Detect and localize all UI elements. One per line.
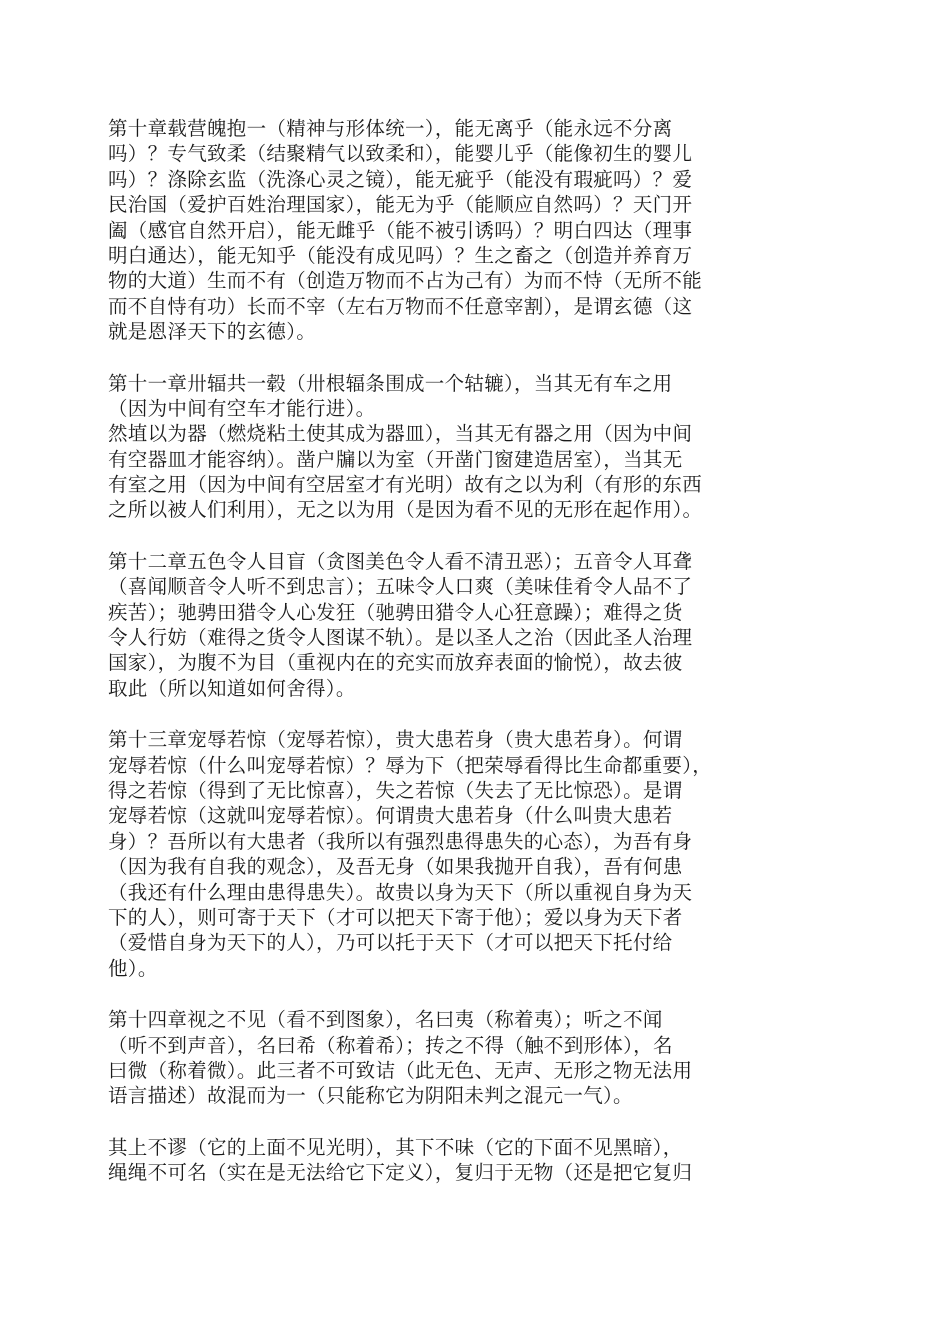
text-line: 国家），为腹不为目（重视内在的充实而放弃表面的愉悦），故去彼 (108, 651, 683, 675)
text-line: （因为我有自我的观念），及吾无身（如果我抛开自我），吾有何患 (108, 855, 683, 879)
text-line: 宠辱若惊（这就叫宠辱若惊）。何谓贵大患若身（什么叫贵大患若 (108, 804, 673, 828)
text-line: （因为中间有空车才能行进）。 (108, 396, 376, 420)
text-line: （听不到声音），名曰希（称着希）；抟之不得（触不到形体），名 (108, 1033, 673, 1057)
text-line: 有空器皿才能容纳）。凿户牖以为室（开凿门窗建造居室），当其无 (108, 447, 683, 471)
paragraph-chapter-13 (108, 727, 728, 981)
text-line: 阖（感官自然开启），能无雌乎（能不被引诱吗）？明白四达（理事 (108, 218, 693, 242)
text-line: 他）。 (108, 956, 158, 980)
text-line: 曰微（称着微）。此三者不可致诘（此无色、无声、无形之物无法用 (108, 1058, 693, 1082)
text-line: （喜闻顺音令人听不到忠言）；五味令人口爽（美味佳肴令人品不了 (108, 575, 693, 599)
text-line: 之所以被人们利用），无之以为用（是因为看不见的无形在起作用）。 (108, 498, 703, 522)
text-line: 其上不谬（它的上面不见光明），其下不味（它的下面不见黑暗）， (108, 1135, 683, 1159)
text-line: 第十四章视之不见（看不到图象），名曰夷（称着夷）；听之不闻 (108, 1008, 663, 1032)
text-line: 身）？吾所以有大患者（我所以有强烈患得患失的心态），为吾有身 (108, 829, 693, 853)
text-line: （我还有什么理由患得患失）。故贵以身为天下（所以重视自身为天 (108, 880, 693, 904)
text-line: 语言描述）故混而为一（只能称它为阴阳未判之混元一气）。 (108, 1084, 633, 1108)
text-line: 得之若惊（得到了无比惊喜），失之若惊（失去了无比惊恐）。是谓 (108, 778, 683, 802)
text-line: 然埴以为器（燃烧粘土使其成为器皿），当其无有器之用（因为中间 (108, 422, 693, 446)
text-line: 第十章载营魄抱一（精神与形体统一），能无离乎（能永远不分离 (108, 117, 673, 140)
document-body (108, 116, 728, 1211)
text-line: 就是恩泽天下的玄德）。 (108, 320, 317, 344)
text-line: 令人行妨（难得之货令人图谋不轨）。是以圣人之治（因此圣人治理 (108, 626, 693, 650)
paragraph-chapter-11 (108, 371, 728, 523)
text-line: 宠辱若惊（什么叫宠辱若惊）？辱为下（把荣辱看得比生命都重要）， (108, 753, 713, 777)
paragraph-chapter-12 (108, 549, 728, 701)
text-line: （爱惜自身为天下的人），乃可以托于天下（才可以把天下托付给 (108, 931, 673, 955)
text-line: 第十一章卅辐共一毂（卅根辐条围成一个轱辘），当其无有车之用 (108, 371, 673, 395)
text-line: 物的大道）生而不有（创造万物而不占为己有）为而不恃（无所不能 (108, 269, 703, 293)
text-line: 下的人），则可寄于天下（才可以把天下寄于他）；爱以身为天下者 (108, 905, 683, 929)
text-line: 而不自恃有功）长而不宰（左右万物而不任意宰割），是谓玄德（这 (108, 294, 693, 318)
text-line: 明白通达），能无知乎（能没有成见吗）？生之畜之（创造并养育万 (108, 243, 693, 267)
text-line: 第十二章五色令人目盲（贪图美色令人看不清丑恶）；五音令人耳聋 (108, 549, 693, 573)
text-line: 民治国（爱护百姓治理国家），能无为乎（能顺应自然吗）？天门开 (108, 193, 693, 217)
text-line: 第十三章宠辱若惊（宠辱若惊），贵大患若身（贵大患若身）。何谓 (108, 728, 683, 752)
text-line: 取此（所以知道如何舍得）。 (108, 676, 356, 700)
paragraph-chapter-14-continued (108, 1135, 728, 1186)
text-line: 吗）？专气致柔（结聚精气以致柔和），能婴儿乎（能像初生的婴儿 (108, 142, 693, 166)
paragraph-chapter-10 (108, 116, 728, 345)
text-line: 有室之用（因为中间有空居室才有光明）故有之以为利（有形的东西 (108, 473, 703, 497)
text-line: 疾苦）；驰骋田猎令人心发狂（驰骋田猎令人心狂意躁）；难得之货 (108, 600, 683, 624)
text-line: 吗）？涤除玄监（洗涤心灵之镜），能无疵乎（能没有瑕疵吗）？爱 (108, 167, 693, 191)
paragraph-chapter-14 (108, 1007, 728, 1109)
text-line: 绳绳不可名（实在是无法给它下定义），复归于无物（还是把它复归 (108, 1161, 693, 1185)
